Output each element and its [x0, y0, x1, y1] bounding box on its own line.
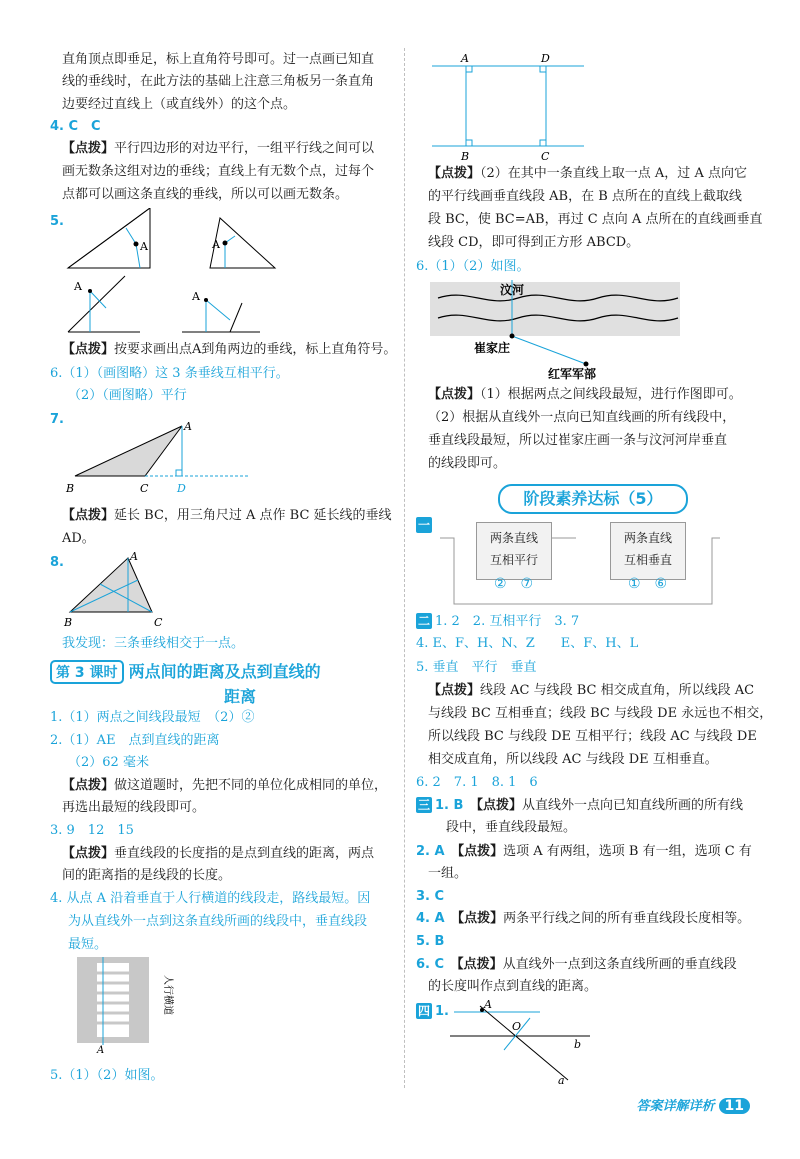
text-line: 画无数条这组对边的垂线；直线上有无数个点，过每个 — [62, 164, 375, 179]
card1-answer: ② ⑦ — [494, 576, 534, 592]
answer-q6a: 6.（1）（画图略）这 3 条垂线互相平行。 — [50, 366, 289, 381]
text-line: 边要经过直线上（或直线外）的这个点。 — [62, 97, 297, 112]
text-line: 段中，垂直线段最短。 — [446, 820, 577, 835]
river-label: 汶河 — [500, 283, 525, 297]
answer-q8: 8. — [50, 555, 64, 570]
answer-q5: 5. — [50, 214, 64, 229]
svg-text:b: b — [574, 1038, 582, 1051]
tip-q5: 【点拨】按要求画出点A到角两边的垂线，标上直角符号。 — [62, 342, 397, 357]
tip-square: 【点拨】（2）在其中一条直线上取一点 A，过 A 点向它 — [428, 166, 747, 181]
tip-s2: 【点拨】线段 AC 与线段 BC 相交成直角，所以线段 AC — [428, 683, 755, 698]
text-line: 的线段即可。 — [428, 456, 507, 471]
text-line: 线的垂线时，在此方法的基础上注意三角板另一条直角 — [62, 74, 375, 89]
tip-l3q2: 【点拨】做这道题时，先把不同的单位化成相同的单位， — [62, 778, 388, 793]
svg-text:A: A — [97, 1045, 105, 1055]
svg-text:D: D — [541, 52, 550, 65]
text-line: 垂直线段最短，所以过崔家庄画一条与汶河河岸垂直 — [428, 433, 728, 448]
text-line: 间的距离指的是线段的长度。 — [62, 868, 232, 883]
svg-text:C: C — [140, 482, 149, 495]
section-one: 一 — [417, 518, 430, 532]
s3-q4: 4. A 【点拨】两条平行线之间的所有垂直线段长度相等。 — [416, 911, 751, 926]
svg-text:A: A — [74, 280, 82, 293]
svg-text:B: B — [66, 482, 75, 495]
section-three: 三 1. B 【点拨】从直线外一点向已知直线所画的所有线 — [417, 798, 743, 813]
text-line: 线段 CD，即可得到正方形 ABCD。 — [428, 235, 640, 250]
s2-line3: 5. 垂直 平行 垂直 — [416, 660, 537, 675]
text-line: 一组。 — [428, 866, 468, 881]
tip-q4: 【点拨】平行四边形的对边平行，一组平行线之间可以 — [62, 141, 375, 156]
s3-q5: 5. B — [416, 934, 445, 949]
s2-line2: 4. E、F、H、N、Z E、F、H、L — [416, 636, 639, 651]
answer-q6b: （2）（画图略）平行 — [68, 388, 187, 403]
l3-q3: 3. 9 12 15 — [50, 823, 134, 838]
svg-text:A: A — [192, 290, 200, 303]
section-two: 二 1. 2 2. 互相平行 3. 7 — [417, 614, 580, 629]
text-line: 直角顶点即垂足，标上直角符号即可。过一点画已知直 — [62, 52, 375, 67]
l3-q5: 5.（1）（2）如图。 — [50, 1068, 164, 1083]
answer-r6: 6.（1）（2）如图。 — [416, 259, 530, 274]
svg-text:A: A — [140, 240, 148, 253]
answer-q4: 4. C C — [50, 119, 101, 134]
svg-text:A: A — [212, 238, 220, 251]
text-line: 的长度叫作点到直线的距离。 — [428, 979, 598, 994]
lesson-badge: 第 3 课时 — [50, 660, 124, 684]
card2-answer: ① ⑥ — [628, 576, 668, 592]
square-figure — [428, 50, 588, 165]
column-divider — [404, 48, 405, 1088]
card-perpendicular: 两条直线 互相垂直 — [610, 522, 686, 580]
text-line: 再选出最短的线段即可。 — [62, 800, 206, 815]
q4-1-figure — [440, 996, 600, 1086]
text-line: 相交成直角，所以线段 AC 与线段 DE 互相垂直。 — [428, 752, 718, 767]
river-figure — [428, 280, 688, 380]
svg-text:C: C — [541, 150, 550, 163]
section-four: 四 1. — [417, 1004, 449, 1019]
svg-text:A: A — [130, 550, 138, 563]
lesson-title: 两点间的距离及点到直线的 — [128, 662, 321, 681]
text-line: 所以线段 BC 与线段 DE 互相平行；线段 AC 与线段 DE — [428, 729, 757, 744]
page-number: 11 — [719, 1098, 750, 1114]
tip-r6: 【点拨】（1）根据两点之间线段最短，进行作图即可。 — [428, 387, 742, 402]
svg-text:A: A — [184, 420, 192, 433]
svg-text:C: C — [154, 616, 163, 629]
l3-q4c: 最短。 — [68, 937, 108, 952]
svg-text:a: a — [558, 1074, 565, 1086]
army-label: 红军军部 — [548, 367, 597, 380]
text-line: 的平行线画垂直线段 AB，在 B 点所在的直线上截取线 — [428, 189, 742, 204]
crosswalk-figure — [75, 955, 195, 1055]
l3-q1: 1.（1）两点之间线段最短 （2）② — [50, 710, 255, 725]
s2-line4: 6. 2 7. 1 8. 1 6 — [416, 775, 538, 790]
text-line: 段 BC，使 BC=AB，再过 C 点向 A 点所在的直线画垂直 — [428, 212, 763, 227]
text-line: AD。 — [62, 531, 95, 546]
l3-q2: 2.（1）AE 点到直线的距离 — [50, 733, 220, 748]
q8-figure — [60, 550, 200, 630]
l3-q2b: （2）62 毫米 — [68, 755, 149, 770]
village-label: 崔家庄 — [474, 341, 511, 355]
stage-title: 阶段素养达标（5） — [498, 484, 688, 514]
crosswalk-label: 人行横道 — [162, 975, 173, 1015]
l3-q4a: 4. 从点 A 沿着垂直于人行横道的线段走，路线最短。因 — [50, 891, 371, 906]
q5-figures — [60, 208, 390, 340]
s3-q2: 2. A 【点拨】选项 A 有两组，选项 B 有一组，选项 C 有 — [416, 844, 752, 859]
footer-text: 答案详解详析 — [636, 1099, 715, 1114]
tip-label: 【点拨】 — [62, 141, 115, 156]
svg-text:B: B — [64, 616, 73, 629]
svg-text:D: D — [177, 482, 186, 495]
svg-text:A: A — [484, 998, 492, 1011]
svg-text:B: B — [461, 150, 470, 163]
text-line: 点都可以画这条直线的垂线，所以可以画无数条。 — [62, 187, 349, 202]
q8-finding: 我发现：三条垂线相交于一点。 — [62, 636, 245, 651]
l3-q4b: 为从直线外一点到这条直线所画的线段中，垂直线段 — [68, 914, 368, 929]
text-line: （2）根据从直线外一点向已知直线画的所有线段中， — [428, 410, 736, 425]
card-parallel: 两条直线 互相平行 — [476, 522, 552, 580]
tip-q7: 【点拨】延长 BC，用三角尺过 A 点作 BC 延长线的垂线 — [62, 508, 392, 523]
svg-text:A: A — [461, 52, 469, 65]
q7-figure — [60, 418, 260, 500]
answer-q7: 7. — [50, 412, 64, 427]
s3-q3: 3. C — [416, 889, 445, 904]
tip-l3q3: 【点拨】垂直线段的长度指的是点到直线的距离，两点 — [62, 846, 375, 861]
footer — [637, 1095, 751, 1114]
svg-text:O: O — [512, 1020, 522, 1033]
lesson-header — [50, 659, 390, 707]
s3-q6: 6. C 【点拨】从直线外一点到这条直线所画的垂直线段 — [416, 957, 737, 972]
text-line: 与线段 BC 互相垂直；线段 BC 与线段 DE 永远也不相交， — [428, 706, 773, 721]
lesson-title-2: 距离 — [223, 687, 256, 706]
